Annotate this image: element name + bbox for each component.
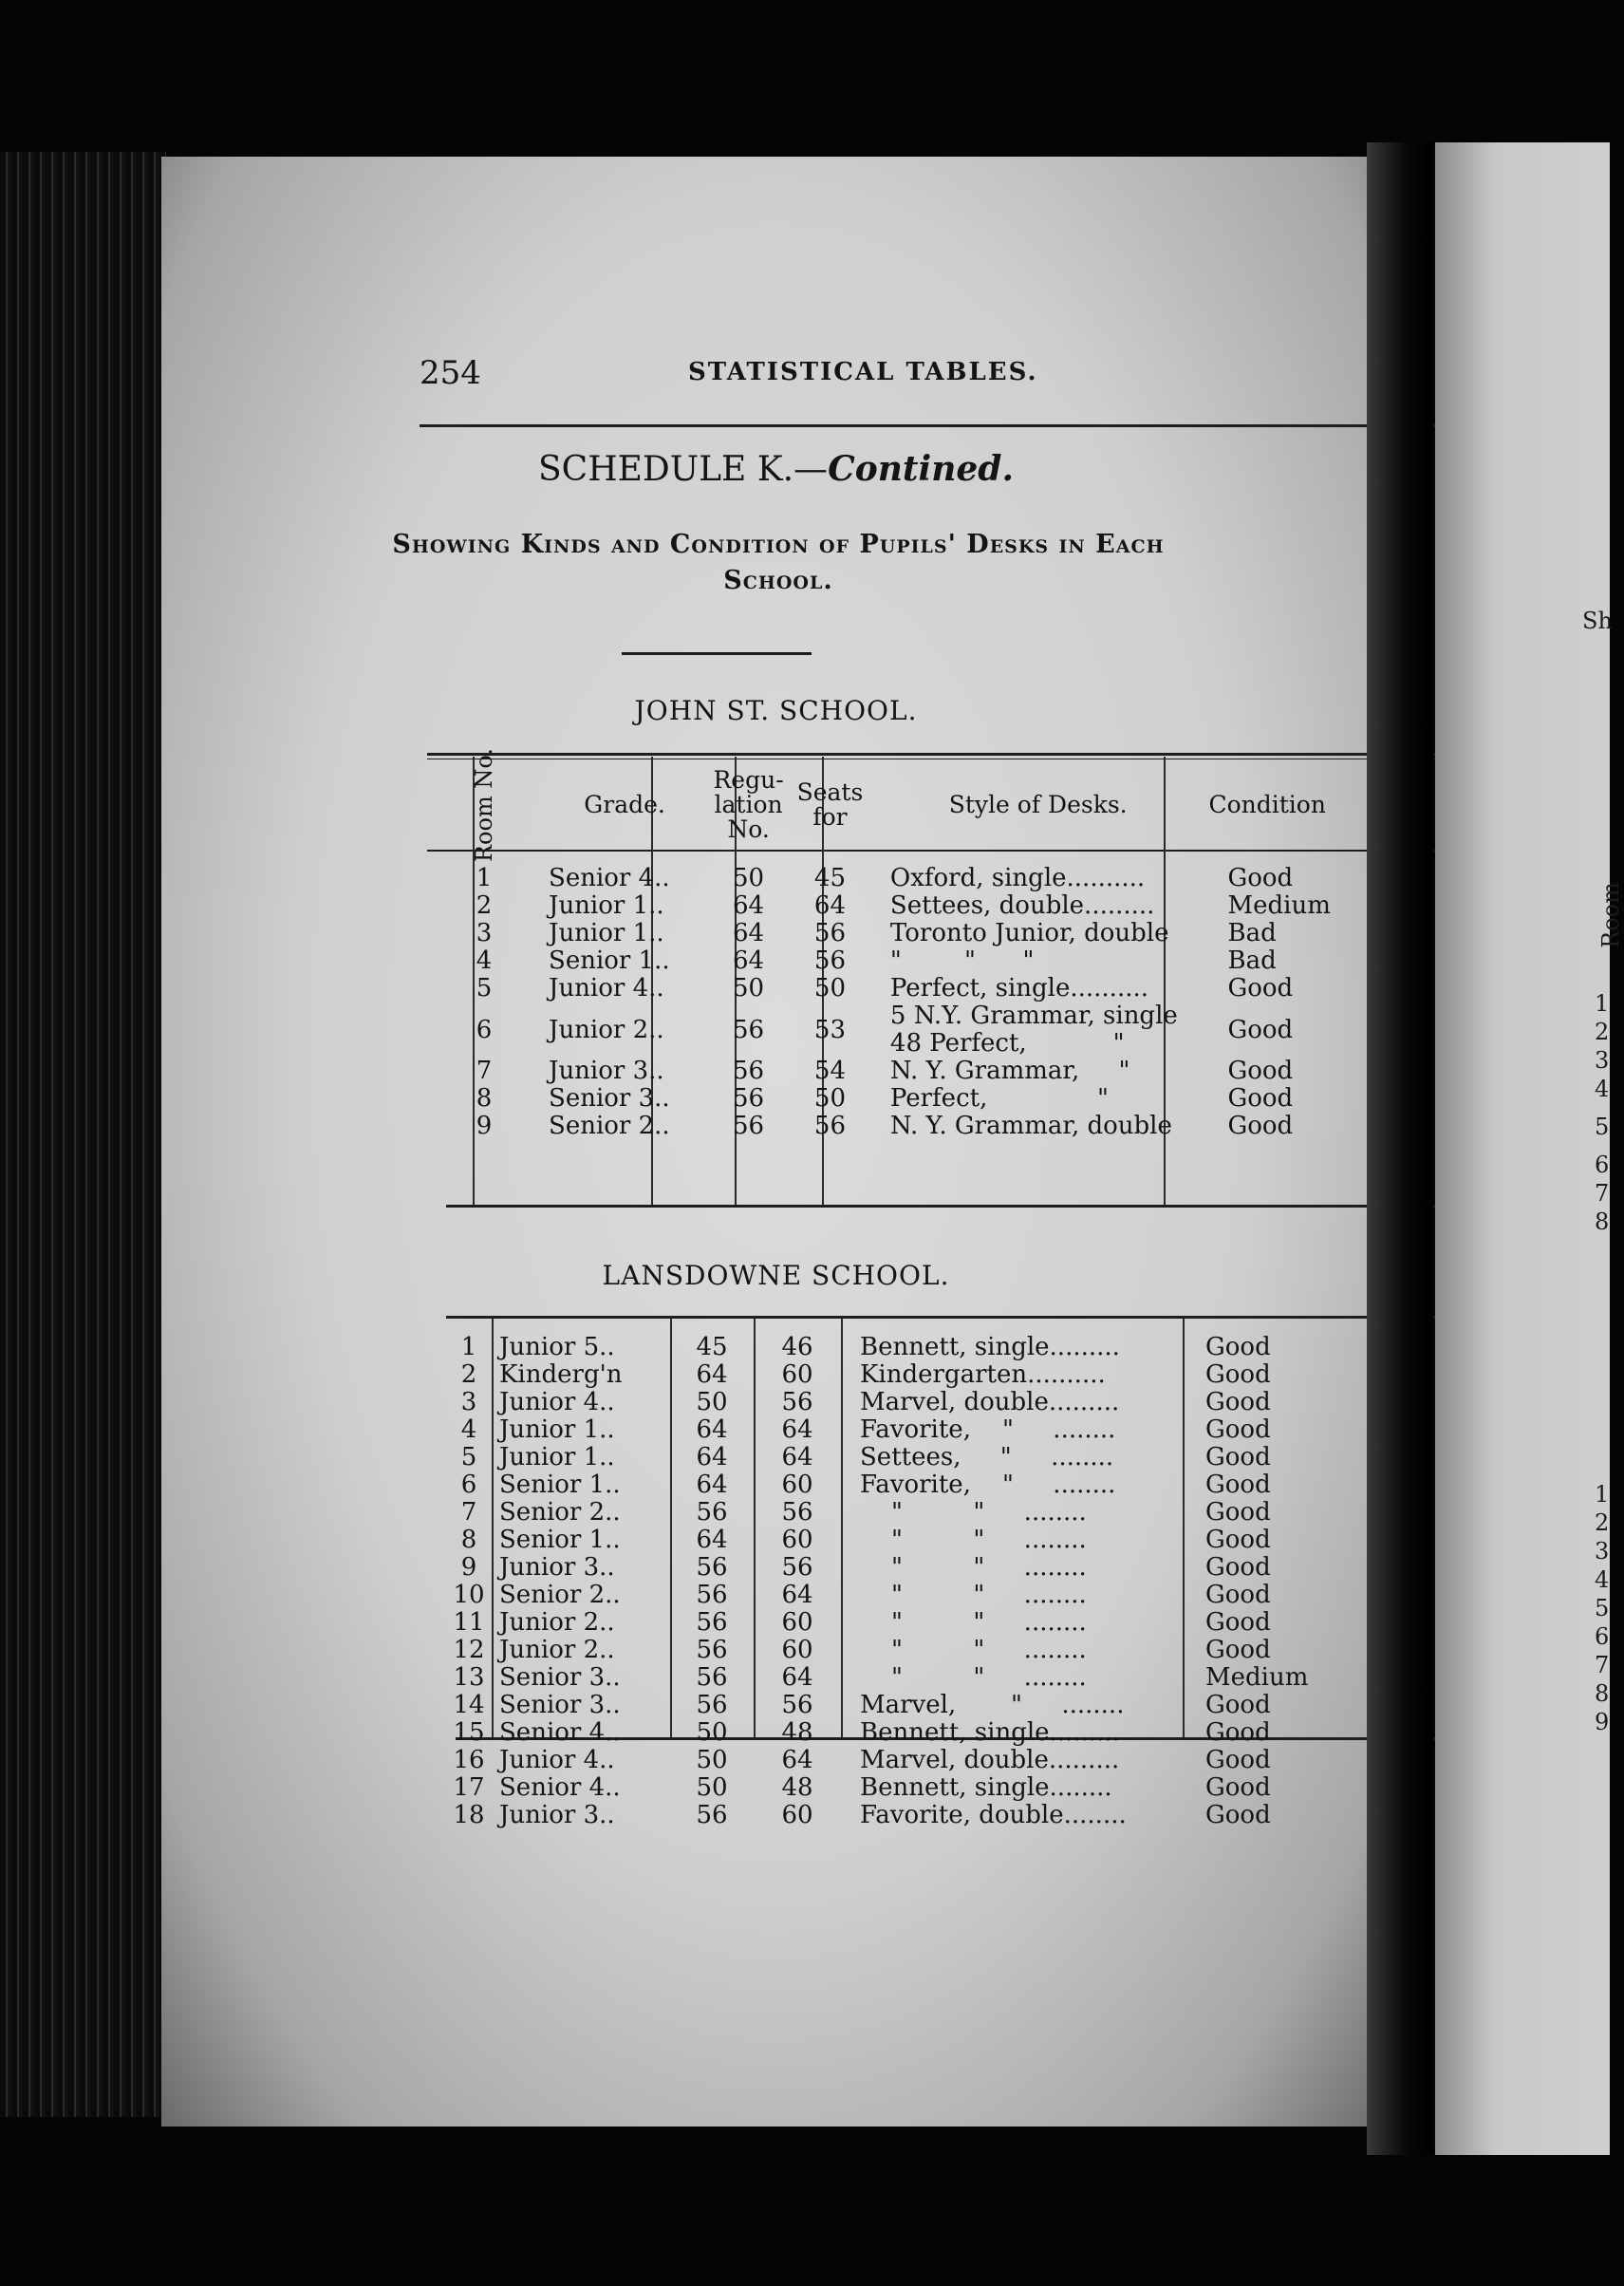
desk-style-text: Favorite, " ........ — [860, 1471, 1116, 1499]
desk-style-text: N. Y. Grammar, " — [889, 1057, 1130, 1085]
regulation-cell: 56 — [696, 1636, 728, 1664]
room-number-cell: 6 — [460, 1471, 477, 1499]
table-row — [446, 1389, 1490, 1416]
table-row — [427, 975, 1471, 1002]
desk-style-text: Perfect, single.......... — [889, 974, 1149, 1002]
room-number-cell: 5 — [476, 974, 493, 1002]
condition-cell: Good — [1205, 1443, 1271, 1471]
desk-style-text: " " ........ — [860, 1608, 1087, 1637]
schedule-title-main: SCHEDULE K.— — [538, 450, 829, 489]
desk-style-text: Marvel, double......... — [860, 1746, 1120, 1774]
desk-style-text: " " ........ — [860, 1553, 1087, 1582]
regulation-cell: 64 — [696, 1415, 728, 1444]
seats-cell: 64 — [813, 891, 846, 920]
seats-cell: 48 — [781, 1773, 813, 1802]
seats-cell: 60 — [781, 1608, 813, 1637]
desk-style-text: " " ........ — [860, 1636, 1087, 1664]
room-number-cell: 2 — [460, 1360, 477, 1389]
seats-cell: 60 — [781, 1471, 813, 1499]
seats-cell: 64 — [781, 1746, 813, 1774]
desk-style-cell — [841, 1499, 1183, 1527]
seats-cell: 56 — [781, 1498, 813, 1527]
condition-cell: Good — [1205, 1801, 1271, 1829]
col-header-regulation-l2: lation — [714, 791, 783, 818]
condition-cell: Good — [1205, 1333, 1271, 1361]
desk-style-text: Marvel, double......... — [860, 1388, 1120, 1416]
table-row — [446, 1527, 1490, 1554]
subtitle-line-1: Showing Kinds and Condition of Pupils' Desks in Each — [392, 530, 1165, 559]
facing-row-number: 2 — [1595, 1509, 1610, 1536]
seats-cell: 64 — [781, 1415, 813, 1444]
regulation-cell: 64 — [696, 1526, 728, 1554]
condition-cell: Good — [1205, 1415, 1271, 1444]
facing-row-number: 6 — [1595, 1623, 1610, 1650]
desk-style-cell — [841, 1774, 1183, 1802]
seats-cell: 45 — [813, 864, 846, 892]
schedule-title-italic: Contined. — [828, 449, 1014, 489]
desk-style-text: N. Y. Grammar, double — [889, 1112, 1172, 1140]
desk-style-cell — [841, 1609, 1183, 1637]
room-number-cell: 14 — [453, 1691, 485, 1719]
condition-cell: Good — [1205, 1360, 1271, 1389]
seats-cell: 56 — [781, 1691, 813, 1719]
grade-cell: Junior 3.. — [549, 1057, 664, 1085]
facing-room-header: Room — [1596, 882, 1624, 948]
seats-cell: 50 — [813, 974, 846, 1002]
table-row — [446, 1499, 1490, 1527]
condition-cell: Good — [1227, 1057, 1294, 1085]
room-number-cell: 6 — [476, 1015, 493, 1044]
desk-style-cell — [871, 865, 1205, 892]
desk-style-cell — [841, 1389, 1183, 1416]
condition-cell: Good — [1227, 1084, 1294, 1113]
condition-cell: Bad — [1227, 946, 1277, 975]
regulation-cell: 50 — [733, 974, 765, 1002]
room-number-cell: 18 — [453, 1801, 485, 1829]
desk-style-text: Bennett, single......... — [860, 1718, 1120, 1747]
col-header-regulation-l3: No. — [727, 815, 770, 843]
schedule-subtitle — [256, 527, 1300, 599]
grade-cell: Senior 2.. — [549, 1112, 670, 1140]
room-number-cell: 17 — [453, 1773, 485, 1802]
room-number-cell: 3 — [460, 1388, 477, 1416]
seats-cell: 53 — [813, 1015, 846, 1044]
desk-style-cell — [841, 1747, 1183, 1774]
condition-cell: Good — [1227, 864, 1294, 892]
desk-style-text: Perfect, " — [889, 1084, 1110, 1113]
table-row — [446, 1747, 1490, 1774]
room-number-cell: 8 — [460, 1526, 477, 1554]
regulation-cell: 56 — [733, 1057, 765, 1085]
facing-row-number: 2 — [1595, 1019, 1610, 1045]
table-row — [446, 1802, 1490, 1829]
regulation-cell: 50 — [696, 1388, 728, 1416]
grade-cell: Senior 4.. — [549, 864, 670, 892]
desk-style-text: " " ........ — [860, 1526, 1087, 1554]
desk-style-cell — [871, 975, 1205, 1002]
regulation-cell: 50 — [733, 864, 765, 892]
room-number-cell: 2 — [476, 891, 493, 920]
regulation-cell: 56 — [696, 1608, 728, 1637]
grade-cell: Senior 2.. — [499, 1498, 621, 1527]
table-top-rule — [446, 1316, 1481, 1319]
room-number-cell: 13 — [453, 1663, 485, 1692]
desk-style-cell — [841, 1582, 1183, 1609]
condition-cell: Good — [1227, 1015, 1294, 1044]
table-row — [427, 865, 1471, 892]
condition-cell: Medium — [1227, 891, 1331, 920]
table-bottom-rule — [446, 1205, 1481, 1208]
condition-cell: Good — [1205, 1388, 1271, 1416]
col-header-condition: Condition — [1208, 791, 1326, 818]
regulation-cell: 45 — [696, 1333, 728, 1361]
page-number: 254 — [420, 354, 481, 392]
regulation-cell: 56 — [696, 1553, 728, 1582]
room-number-cell: 4 — [476, 946, 493, 975]
condition-cell: Good — [1205, 1498, 1271, 1527]
seats-cell: 60 — [781, 1360, 813, 1389]
room-number-cell: 11 — [453, 1608, 485, 1637]
desk-style-cell — [841, 1471, 1183, 1499]
room-number-cell: 5 — [460, 1443, 477, 1471]
table-row — [427, 1085, 1471, 1113]
condition-cell: Good — [1227, 974, 1294, 1002]
desk-style-text: Bennett, single......... — [860, 1333, 1120, 1361]
col-header-room — [427, 747, 541, 863]
regulation-cell: 64 — [696, 1443, 728, 1471]
regulation-cell: 64 — [733, 946, 765, 975]
seats-cell: 46 — [781, 1333, 813, 1361]
facing-row-number: 7 — [1595, 1180, 1610, 1207]
regulation-cell: 56 — [733, 1015, 765, 1044]
book-page — [161, 157, 1391, 2127]
grade-cell: Junior 4.. — [549, 974, 664, 1002]
grade-cell: Senior 3.. — [499, 1691, 621, 1719]
table-row — [427, 1058, 1471, 1085]
table-row — [446, 1471, 1490, 1499]
desk-style-cell — [841, 1334, 1183, 1361]
regulation-cell: 64 — [696, 1471, 728, 1499]
grade-cell: Junior 1.. — [549, 919, 664, 947]
table-row — [446, 1664, 1490, 1692]
regulation-cell: 56 — [696, 1691, 728, 1719]
subtitle-line-2: School. — [723, 566, 833, 595]
facing-row-number: 1 — [1595, 990, 1610, 1017]
desk-style-text: Bennett, single........ — [860, 1773, 1112, 1802]
desk-style-cell — [871, 1058, 1205, 1085]
grade-cell: Senior 4.. — [499, 1718, 621, 1747]
regulation-cell: 56 — [696, 1581, 728, 1609]
facing-row-number: 1 — [1595, 1481, 1610, 1508]
regulation-cell: 56 — [696, 1663, 728, 1692]
seats-cell: 56 — [781, 1553, 813, 1582]
room-number-cell: 3 — [476, 919, 493, 947]
desk-style-cell — [841, 1637, 1183, 1664]
grade-cell: Junior 3.. — [499, 1801, 615, 1829]
condition-cell: Good — [1205, 1581, 1271, 1609]
grade-cell: Junior 5.. — [499, 1333, 615, 1361]
facing-row-number: 5 — [1595, 1114, 1610, 1140]
page-stack-edge — [0, 152, 166, 2117]
room-number-cell: 10 — [453, 1581, 485, 1609]
facing-row-number: 7 — [1595, 1652, 1610, 1678]
condition-cell: Good — [1205, 1718, 1271, 1747]
desk-style-cell — [871, 1085, 1205, 1113]
subtitle-divider — [622, 652, 812, 655]
lansdowne-table — [446, 1334, 1490, 1829]
table-top-rule — [427, 753, 1471, 756]
room-number-cell: 8 — [476, 1084, 493, 1113]
regulation-cell: 64 — [733, 919, 765, 947]
condition-cell: Good — [1205, 1773, 1271, 1802]
condition-cell: Good — [1205, 1471, 1271, 1499]
facing-page-fragment: Sh — [1582, 608, 1613, 634]
col-header-regulation — [708, 760, 789, 850]
seats-cell: 56 — [781, 1388, 813, 1416]
table-row — [446, 1637, 1490, 1664]
desk-style-text: Favorite, double........ — [860, 1801, 1127, 1829]
regulation-cell: 50 — [696, 1718, 728, 1747]
condition-cell: Bad — [1227, 919, 1277, 947]
regulation-cell: 50 — [696, 1746, 728, 1774]
condition-cell: Good — [1205, 1636, 1271, 1664]
table-row — [446, 1774, 1490, 1802]
grade-cell: Junior 1.. — [549, 891, 664, 920]
regulation-cell: 56 — [696, 1801, 728, 1829]
room-number-cell: 1 — [476, 864, 493, 892]
facing-row-number: 4 — [1595, 1076, 1610, 1102]
condition-cell: Good — [1205, 1691, 1271, 1719]
table-row — [427, 1113, 1471, 1140]
desk-style-cell — [841, 1444, 1183, 1471]
seats-cell: 56 — [813, 946, 846, 975]
desk-style-cell — [841, 1664, 1183, 1692]
regulation-cell: 50 — [696, 1773, 728, 1802]
grade-cell: Kinderg'n — [499, 1360, 623, 1389]
table-row — [446, 1416, 1490, 1444]
desk-style-cell — [871, 1002, 1205, 1058]
room-number-cell: 9 — [460, 1553, 477, 1582]
grade-cell: Senior 3.. — [549, 1084, 670, 1113]
table-row — [446, 1361, 1490, 1389]
seats-cell: 50 — [813, 1084, 846, 1113]
desk-style-cell — [841, 1361, 1183, 1389]
desk-style-text: Oxford, single.......... — [889, 864, 1146, 892]
grade-cell: Senior 1.. — [549, 946, 670, 975]
regulation-cell: 64 — [733, 891, 765, 920]
desk-style-cell — [841, 1554, 1183, 1582]
grade-cell: Senior 2.. — [499, 1581, 621, 1609]
desk-style-cell — [841, 1692, 1183, 1719]
table-row — [446, 1582, 1490, 1609]
grade-cell: Junior 2.. — [499, 1636, 615, 1664]
seats-cell: 60 — [781, 1636, 813, 1664]
facing-row-number: 3 — [1595, 1538, 1610, 1565]
room-number-cell: 7 — [460, 1498, 477, 1527]
condition-cell: Good — [1205, 1553, 1271, 1582]
desk-style-text-line-2: 48 Perfect, " — [889, 1029, 1125, 1058]
desk-style-cell — [871, 947, 1205, 975]
regulation-cell: 56 — [696, 1498, 728, 1527]
condition-cell: Medium — [1205, 1663, 1309, 1692]
facing-row-number: 4 — [1595, 1566, 1610, 1593]
regulation-cell: 56 — [733, 1084, 765, 1113]
facing-row-number: 3 — [1595, 1047, 1610, 1074]
desk-style-cell — [841, 1527, 1183, 1554]
col-header-seats-l2: for — [812, 803, 848, 831]
desk-style-text: Settees, double......... — [889, 891, 1155, 920]
desk-style-cell — [841, 1719, 1183, 1747]
seats-cell: 60 — [781, 1801, 813, 1829]
room-number-cell: 7 — [476, 1057, 493, 1085]
header-rule — [420, 424, 1468, 427]
book-gutter — [1367, 142, 1433, 2155]
table-row — [427, 947, 1471, 975]
condition-cell: Good — [1205, 1746, 1271, 1774]
grade-cell: Junior 4.. — [499, 1388, 615, 1416]
desk-style-text: " " " — [889, 946, 1035, 975]
desk-style-cell — [871, 1113, 1205, 1140]
col-header-regulation-l1: Regu- — [713, 766, 784, 794]
desk-style-text: " " ........ — [860, 1663, 1087, 1692]
grade-cell: Junior 3.. — [499, 1553, 615, 1582]
table-row — [446, 1554, 1490, 1582]
schedule-title — [161, 449, 1391, 489]
table-row — [427, 892, 1471, 920]
school-title-lansdowne: LANSDOWNE SCHOOL. — [602, 1260, 950, 1291]
table-row — [446, 1609, 1490, 1637]
running-title: STATISTICAL TABLES. — [688, 358, 1038, 386]
table-row — [446, 1719, 1490, 1747]
facing-row-number: 9 — [1595, 1709, 1610, 1735]
desk-style-text: Marvel, " ........ — [860, 1691, 1125, 1719]
room-number-cell: 16 — [453, 1746, 485, 1774]
school-title-john-st: JOHN ST. SCHOOL. — [634, 695, 918, 726]
seats-cell: 60 — [781, 1526, 813, 1554]
grade-cell: Senior 1.. — [499, 1526, 621, 1554]
col-header-style: Style of Desks. — [948, 791, 1128, 818]
desk-style-text: " " ........ — [860, 1498, 1087, 1527]
desk-style-cell — [871, 892, 1205, 920]
seats-cell: 48 — [781, 1718, 813, 1747]
seats-cell: 64 — [781, 1663, 813, 1692]
room-number-cell: 1 — [460, 1333, 477, 1361]
table-row — [446, 1692, 1490, 1719]
col-header-seats — [789, 760, 871, 850]
seats-cell: 56 — [813, 1112, 846, 1140]
room-number-cell: 4 — [460, 1415, 477, 1444]
seats-cell: 64 — [781, 1443, 813, 1471]
condition-cell: Good — [1205, 1608, 1271, 1637]
facing-row-number: 8 — [1595, 1680, 1610, 1707]
grade-cell: Junior 1.. — [499, 1443, 615, 1471]
desk-style-text: Toronto Junior, double — [889, 919, 1169, 947]
facing-row-number: 5 — [1595, 1595, 1610, 1621]
grade-cell: Junior 2.. — [499, 1608, 615, 1637]
grade-cell: Senior 1.. — [499, 1471, 621, 1499]
grade-cell: Senior 3.. — [499, 1663, 621, 1692]
desk-style-text: Favorite, " ........ — [860, 1415, 1116, 1444]
facing-row-number: 6 — [1595, 1152, 1610, 1178]
table-row — [427, 920, 1471, 947]
grade-cell: Junior 1.. — [499, 1415, 615, 1444]
facing-row-number: 8 — [1595, 1209, 1610, 1235]
table-row — [446, 1334, 1490, 1361]
desk-style-cell — [841, 1416, 1183, 1444]
grade-cell: Junior 2.. — [549, 1015, 664, 1044]
seats-cell: 64 — [781, 1581, 813, 1609]
room-number-cell: 12 — [453, 1636, 485, 1664]
desk-style-cell — [841, 1802, 1183, 1829]
desk-style-text: 5 N.Y. Grammar, single — [889, 1002, 1178, 1030]
table-row — [446, 1444, 1490, 1471]
john-st-table — [427, 747, 1471, 1140]
desk-style-text: Settees, " ........ — [860, 1443, 1114, 1471]
col-header-room-text: Room No. — [471, 747, 498, 863]
col-header-grade: Grade. — [584, 791, 665, 818]
grade-cell: Senior 4.. — [499, 1773, 621, 1802]
condition-cell: Good — [1227, 1112, 1294, 1140]
condition-cell: Good — [1205, 1526, 1271, 1554]
facing-page-edge — [1435, 142, 1624, 2155]
seats-cell: 56 — [813, 919, 846, 947]
col-header-seats-l1: Seats — [796, 778, 864, 806]
regulation-cell: 56 — [733, 1112, 765, 1140]
regulation-cell: 64 — [696, 1360, 728, 1389]
grade-cell: Junior 4.. — [499, 1746, 615, 1774]
room-number-cell: 9 — [476, 1112, 493, 1140]
room-number-cell: 15 — [453, 1718, 485, 1747]
desk-style-text: Kindergarten.......... — [860, 1360, 1106, 1389]
desk-style-cell — [871, 920, 1205, 947]
desk-style-text: " " ........ — [860, 1581, 1087, 1609]
seats-cell: 54 — [813, 1057, 846, 1085]
table-row — [427, 1002, 1471, 1058]
